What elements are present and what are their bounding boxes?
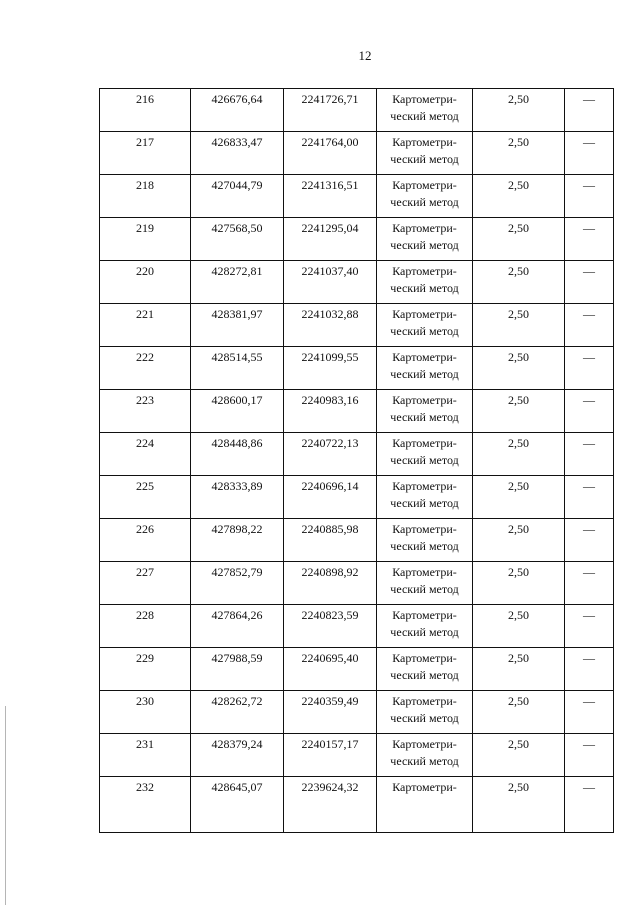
x-coordinate-cell: 426676,64 [191,89,284,132]
y-coordinate-cell: 2240983,16 [284,390,377,433]
method-line-1: Картометри- [392,608,457,622]
method-cell [377,433,473,476]
accuracy-cell: 2,50 [473,132,565,175]
table-row [100,519,614,562]
method-line-1: Картометри- [392,780,457,794]
x-coordinate-cell: 427988,59 [191,648,284,691]
accuracy-cell: 2,50 [473,304,565,347]
table-row [100,261,614,304]
x-coordinate-cell: 427044,79 [191,175,284,218]
point-number-cell: 231 [100,734,191,777]
note-cell: — [565,648,614,691]
x-coordinate-cell: 428448,86 [191,433,284,476]
method-cell [377,562,473,605]
x-coordinate-cell: 428379,24 [191,734,284,777]
x-coordinate-cell: 427568,50 [191,218,284,261]
y-coordinate-cell: 2240696,14 [284,476,377,519]
accuracy-cell: 2,50 [473,89,565,132]
accuracy-cell: 2,50 [473,777,565,833]
y-coordinate-cell: 2240359,49 [284,691,377,734]
table-row [100,347,614,390]
method-line-2: ческий метод [390,496,459,510]
method-line-2: ческий метод [390,109,459,123]
method-line-1: Картометри- [392,92,457,106]
y-coordinate-cell: 2240885,98 [284,519,377,562]
accuracy-cell: 2,50 [473,261,565,304]
method-line-2: ческий метод [390,582,459,596]
method-cell [377,390,473,433]
accuracy-cell: 2,50 [473,734,565,777]
table-row [100,562,614,605]
note-cell: — [565,390,614,433]
x-coordinate-cell: 427864,26 [191,605,284,648]
x-coordinate-cell: 428381,97 [191,304,284,347]
note-cell: — [565,218,614,261]
table-row [100,175,614,218]
method-line-1: Картометри- [392,264,457,278]
method-line-2: ческий метод [390,453,459,467]
note-cell: — [565,175,614,218]
note-cell: — [565,89,614,132]
method-line-2: ческий метод [390,668,459,682]
method-line-1: Картометри- [392,694,457,708]
table-row [100,89,614,132]
method-cell [377,476,473,519]
point-number-cell: 228 [100,605,191,648]
point-number-cell: 221 [100,304,191,347]
method-line-2: ческий метод [390,367,459,381]
note-cell: — [565,476,614,519]
y-coordinate-cell: 2241032,88 [284,304,377,347]
point-number-cell: 218 [100,175,191,218]
note-cell: — [565,132,614,175]
point-number-cell: 229 [100,648,191,691]
x-coordinate-cell: 428645,07 [191,777,284,833]
method-line-2: ческий метод [390,324,459,338]
method-line-1: Картометри- [392,393,457,407]
x-coordinate-cell: 428333,89 [191,476,284,519]
accuracy-cell: 2,50 [473,218,565,261]
method-cell [377,132,473,175]
method-line-2: ческий метод [390,195,459,209]
point-number-cell: 232 [100,777,191,833]
method-line-1: Картометри- [392,350,457,364]
method-cell [377,691,473,734]
point-number-cell: 216 [100,89,191,132]
method-cell [377,519,473,562]
method-cell [377,347,473,390]
y-coordinate-cell: 2241295,04 [284,218,377,261]
method-cell [377,648,473,691]
y-coordinate-cell: 2241037,40 [284,261,377,304]
point-number-cell: 225 [100,476,191,519]
coordinates-table [99,88,614,833]
y-coordinate-cell: 2240695,40 [284,648,377,691]
method-line-1: Картометри- [392,221,457,235]
table-row [100,218,614,261]
y-coordinate-cell: 2241764,00 [284,132,377,175]
y-coordinate-cell: 2241316,51 [284,175,377,218]
method-line-1: Картометри- [392,135,457,149]
accuracy-cell: 2,50 [473,347,565,390]
method-cell [377,605,473,648]
page-number: 12 [358,48,372,63]
method-line-2: ческий метод [390,410,459,424]
method-cell [377,175,473,218]
method-cell [377,304,473,347]
note-cell: — [565,433,614,476]
table-row [100,605,614,648]
point-number-cell: 226 [100,519,191,562]
point-number-cell: 219 [100,218,191,261]
accuracy-cell: 2,50 [473,433,565,476]
table-body [100,89,614,833]
method-cell [377,734,473,777]
x-coordinate-cell: 428600,17 [191,390,284,433]
note-cell: — [565,347,614,390]
table-row [100,648,614,691]
accuracy-cell: 2,50 [473,691,565,734]
method-line-2: ческий метод [390,238,459,252]
y-coordinate-cell: 2239624,32 [284,777,377,833]
accuracy-cell: 2,50 [473,390,565,433]
method-cell [377,89,473,132]
accuracy-cell: 2,50 [473,519,565,562]
accuracy-cell: 2,50 [473,175,565,218]
y-coordinate-cell: 2241726,71 [284,89,377,132]
coordinates-table-container [99,88,613,833]
method-line-1: Картометри- [392,565,457,579]
method-line-2: ческий метод [390,754,459,768]
method-line-1: Картометри- [392,436,457,450]
y-coordinate-cell: 2240898,92 [284,562,377,605]
method-line-2: ческий метод [390,539,459,553]
method-line-1: Картометри- [392,737,457,751]
method-line-2: ческий метод [390,281,459,295]
x-coordinate-cell: 428262,72 [191,691,284,734]
accuracy-cell: 2,50 [473,605,565,648]
point-number-cell: 224 [100,433,191,476]
method-line-2: ческий метод [390,625,459,639]
note-cell: — [565,734,614,777]
point-number-cell: 222 [100,347,191,390]
table-row [100,433,614,476]
x-coordinate-cell: 428272,81 [191,261,284,304]
method-line-1: Картометри- [392,178,457,192]
y-coordinate-cell: 2240722,13 [284,433,377,476]
table-row [100,390,614,433]
method-cell [377,777,473,833]
accuracy-cell: 2,50 [473,476,565,519]
accuracy-cell: 2,50 [473,648,565,691]
note-cell: — [565,605,614,648]
note-cell: — [565,562,614,605]
x-coordinate-cell: 426833,47 [191,132,284,175]
point-number-cell: 227 [100,562,191,605]
note-cell: — [565,304,614,347]
note-cell: — [565,261,614,304]
method-line-2: ческий метод [390,152,459,166]
note-cell: — [565,777,614,833]
method-cell [377,261,473,304]
method-line-2: ческий метод [390,711,459,725]
table-row [100,476,614,519]
x-coordinate-cell: 428514,55 [191,347,284,390]
x-coordinate-cell: 427898,22 [191,519,284,562]
method-line-1: Картометри- [392,307,457,321]
point-number-cell: 223 [100,390,191,433]
y-coordinate-cell: 2240157,17 [284,734,377,777]
y-coordinate-cell: 2241099,55 [284,347,377,390]
method-line-1: Картометри- [392,479,457,493]
point-number-cell: 230 [100,691,191,734]
method-line-1: Картометри- [392,522,457,536]
table-row [100,734,614,777]
accuracy-cell: 2,50 [473,562,565,605]
table-row [100,304,614,347]
x-coordinate-cell: 427852,79 [191,562,284,605]
method-cell [377,218,473,261]
method-line-1: Картометри- [392,651,457,665]
note-cell: — [565,691,614,734]
note-cell: — [565,519,614,562]
table-row [100,132,614,175]
scan-edge-mark [5,706,6,905]
point-number-cell: 220 [100,261,191,304]
y-coordinate-cell: 2240823,59 [284,605,377,648]
point-number-cell: 217 [100,132,191,175]
table-row [100,777,614,833]
table-row [100,691,614,734]
